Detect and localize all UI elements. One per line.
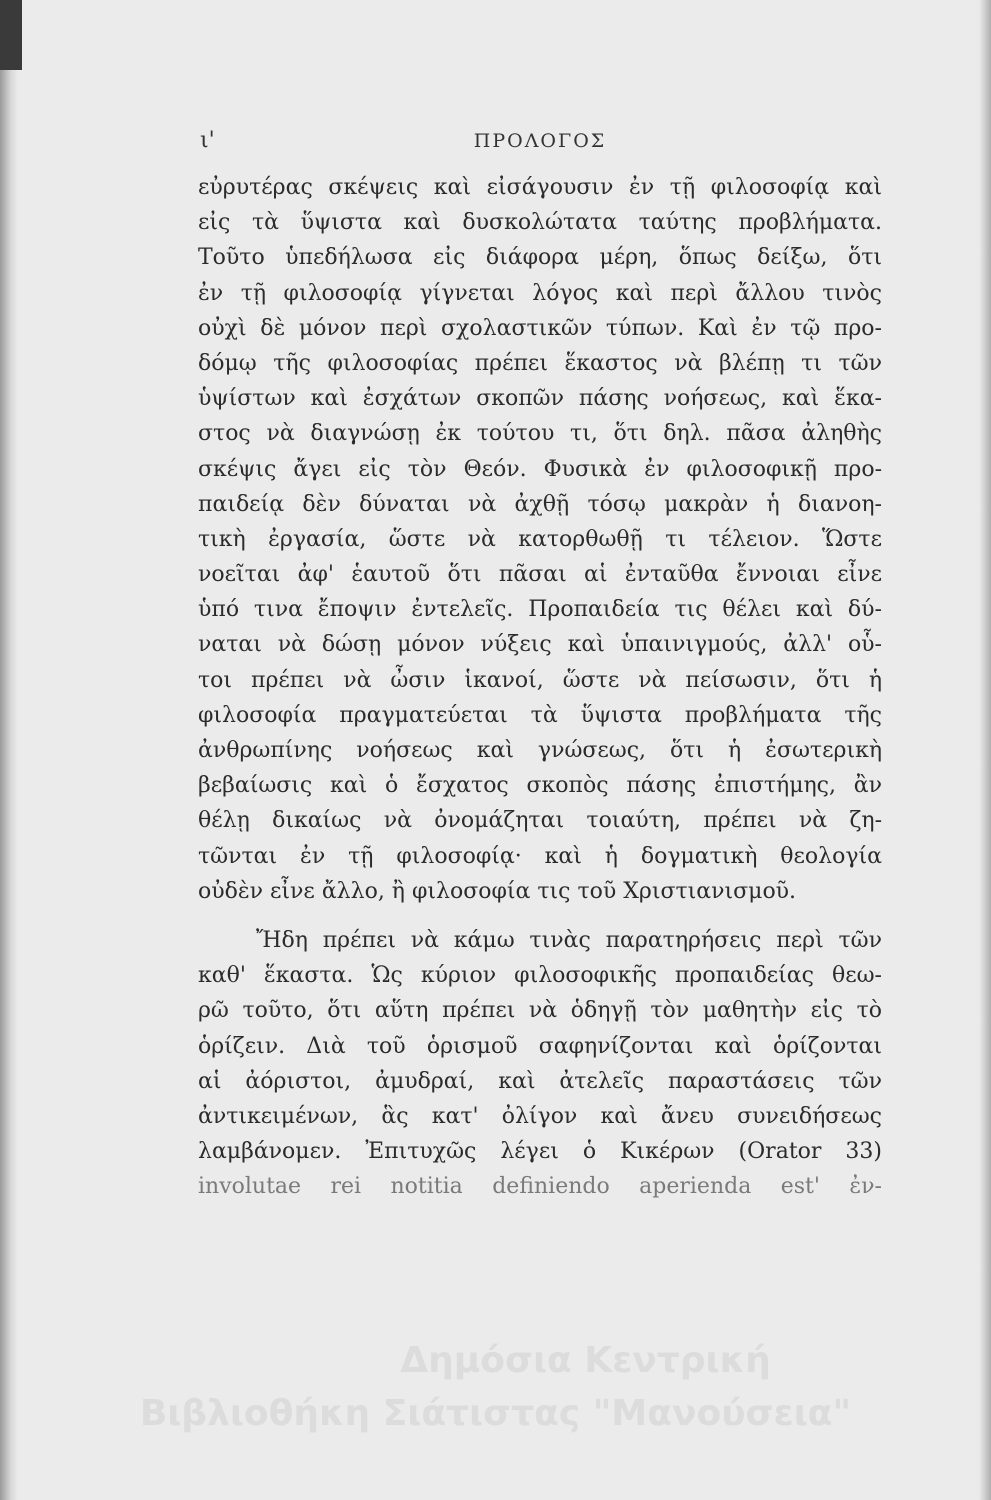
text-line: νοεῖται ἀφ' ἑαυτοῦ ὅτι πᾶσαι αἱ ἐνταῦθα ἔννοιαι εἶνε — [198, 562, 882, 588]
text-line: Τοῦτο ὑπεδήλωσα εἰς διάφορα μέρη, ὅπως δείξω, ὅτι — [198, 245, 882, 271]
page-header — [200, 128, 880, 164]
text-line: ὑπό τινα ἔποψιν ἐντελεῖς. Προπαιδεία τις θέλει καὶ δύ- — [198, 597, 882, 623]
text-line: λαμβάνομεν. Ἐπιτυχῶς λέγει ὁ Κικέρων (Orator 33) — [198, 1139, 882, 1165]
text-line: Ἤδη πρέπει νὰ κάμω τινὰς παρατηρήσεις περὶ τῶν — [256, 927, 882, 953]
text-line: ἀνθρωπίνης νοήσεως καὶ γνώσεως, ὅτι ἡ ἐσωτερικὴ — [198, 738, 882, 763]
running-title: ΠΡΟΛΟΓΟΣ — [473, 130, 607, 152]
text-line: αἱ ἀόριστοι, ἀμυδραί, καὶ ἀτελεῖς παραστάσεις τῶν — [198, 1068, 882, 1094]
text-line: φιλοσοφία πραγματεύεται τὰ ὕψιστα προβλήματα τῆς — [198, 702, 882, 728]
text-line: ὁρίζειν. Διὰ τοῦ ὁρισμοῦ σαφηνίζονται καὶ ὁρίζονται — [198, 1033, 882, 1059]
text-line: βεβαίωσις καὶ ὁ ἔσχατος σκοπὸς πάσης ἐπιστήμης, ἂν — [198, 773, 882, 799]
text-line: ἐν τῇ φιλοσοφίᾳ γίγνεται λόγος καὶ περὶ ἄλλου τινὸς — [198, 280, 882, 306]
scan-corner-mark — [0, 0, 22, 70]
text-line: ναται νὰ δώσῃ μόνον νύξεις καὶ ὑπαινιγμούς, ἀλλ' οὗ- — [198, 632, 882, 658]
library-watermark-line2: Βιβλιοθήκη Σιάτιστας "Μανούσεια" — [139, 1393, 852, 1434]
text-line: εὐρυτέρας σκέψεις καὶ εἰσάγουσιν ἐν τῇ φιλοσοφίᾳ καὶ — [198, 175, 882, 200]
paragraph-gap — [198, 909, 882, 923]
text-line: involutae rei notitia definiendo aperienda est' ἐν- — [198, 1174, 882, 1200]
text-line: ἀντικειμένων, ἃς κατ' ὀλίγον καὶ ἄνευ συνειδήσεως — [198, 1103, 882, 1129]
text-line: εἰς τὰ ὕψιστα καὶ δυσκολώτατα ταύτης προβλήματα. — [198, 210, 882, 236]
text-line: οὐχὶ δὲ μόνον περὶ σχολαστικῶν τύπων. Καὶ ἐν τῷ προ- — [198, 315, 882, 341]
text-line: θέλῃ δικαίως νὰ ὀνομάζηται τοιαύτη, πρέπει νὰ ζη- — [198, 808, 882, 834]
text-line: τῶνται ἐν τῇ φιλοσοφίᾳ· καὶ ἡ δογματικὴ θεολογία — [198, 843, 882, 869]
text-line: οὐδὲν εἶνε ἄλλο, ἢ φιλοσοφία τις τοῦ Χριστιανισμοῦ. — [198, 878, 797, 904]
body-text — [198, 170, 882, 1204]
text-line: στος νὰ διαγνώσῃ ἐκ τούτου τι, ὅτι δηλ. πᾶσα ἀληθὴς — [198, 421, 882, 447]
page-number: ι' — [200, 128, 215, 153]
text-line: σκέψις ἄγει εἰς τὸν Θεόν. Φυσικὰ ἐν φιλοσοφικῇ προ- — [198, 456, 882, 482]
library-watermark-line1: Δημόσια Κεντρική — [400, 1340, 771, 1381]
text-line: δόμῳ τῆς φιλοσοφίας πρέπει ἕκαστος νὰ βλέπῃ τι τῶν — [198, 350, 882, 376]
text-line: παιδείᾳ δὲν δύναται νὰ ἀχθῇ τόσῳ μακρὰν ἡ διανοη- — [198, 491, 882, 517]
page-edge-right — [979, 0, 991, 1500]
text-line: ρῶ τοῦτο, ὅτι αὕτη πρέπει νὰ ὁδηγῇ τὸν μαθητὴν εἰς τὸ — [198, 998, 882, 1024]
text-line: ὑψίστων καὶ ἐσχάτων σκοπῶν πάσης νοήσεως, καὶ ἕκα- — [198, 386, 882, 412]
binding-shadow-left — [0, 0, 18, 1500]
text-line: τικὴ ἐργασία, ὥστε νὰ κατορθωθῇ τι τέλειον. Ὥστε — [198, 526, 882, 552]
text-line: καθ' ἕκαστα. Ὡς κύριον φιλοσοφικῆς προπαιδείας θεω- — [198, 963, 882, 989]
text-line: τοι πρέπει νὰ ὦσιν ἱκανοί, ὥστε νὰ πείσωσιν, ὅτι ἡ — [198, 667, 882, 693]
